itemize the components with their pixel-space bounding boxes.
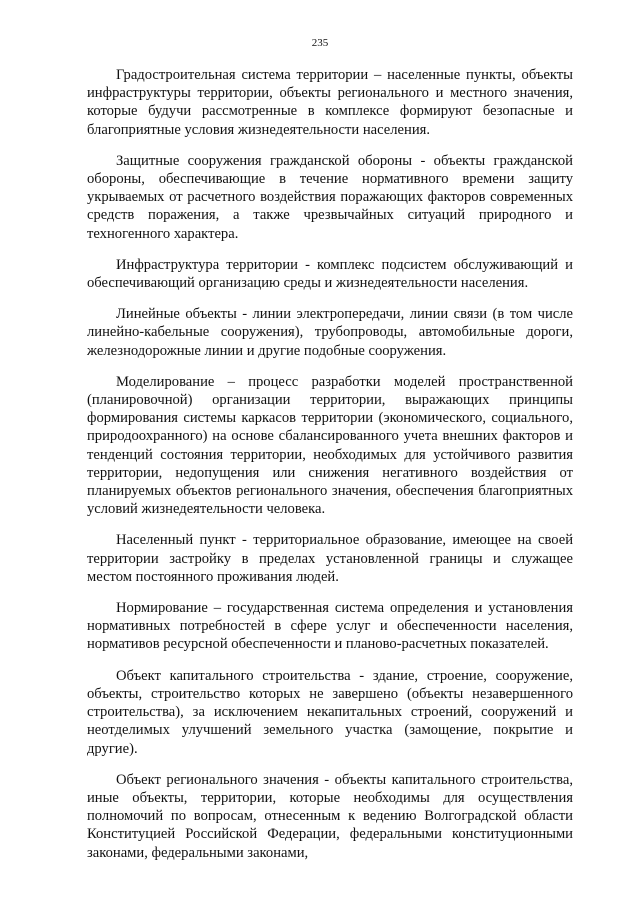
paragraph-urban-planning-system: Градостроительная система территории – населенные пункты, объекты инфраструктуры территории, объекты регионального и местного значения, которые будучи рассмотренные в комплексе формируют безопасные и благоприятные условия жизнедеятельности населения.: [87, 67, 573, 138]
paragraph-settlement: Населенный пункт - территориальное образование, имеющее на своей территории застройку в пределах установленной границы и служащее местом постоянного проживания людей.: [87, 532, 573, 585]
paragraph-modeling: Моделирование – процесс разработки моделей пространственной (планировочной) организации территории, выражающих принципы формирования системы каркасов территории (экономического, социального, природоохранного) на основе сбалансированного учета внешних факторов и тенденций состояния территории, необходимых для устойчивого развития территории, недопущения или снижения негативного воздействия от планируемых объектов регионального значения, обеспечения благоприятных условий жизнедеятельности человека.: [87, 373, 573, 518]
paragraph-standardization: Нормирование – государственная система определения и установления нормативных потребностей в сфере услуг и обеспеченности населения, нормативов ресурсной обеспеченности и планово-расчетных показателей.: [87, 600, 573, 653]
paragraph-regional-significance-object: Объект регионального значения - объекты капитального строительства, иные объекты, территории, которые необходимы для осуществления полномочий по вопросам, отнесенным к ведению Волгоградской области Конституцией Российской Федерации, федеральными конституционными законами, федеральными законами,: [87, 771, 573, 861]
paragraph-territory-infrastructure: Инфраструктура территории - комплекс подсистем обслуживающий и обеспечивающий организацию среды и жизнедеятельности населения.: [87, 256, 573, 292]
paragraph-civil-defense-structures: Защитные сооружения гражданской обороны - объекты гражданской обороны, обеспечивающие в течение нормативного времени защиту укрываемых от расчетного воздействия поражающих факторов современных средств поражения, а также чрезвычайных ситуаций природного и техногенного характера.: [87, 152, 573, 242]
paragraph-capital-construction-object: Объект капитального строительства - здание, строение, сооружение, объекты, строительство которых не завершено (объекты незавершенного строительства), за исключением некапитальных строений, сооружений и неотделимых улучшений земельного участка (замощение, покрытие и другие).: [87, 667, 573, 757]
page-number: 235: [311, 37, 329, 49]
document-body: [87, 66, 573, 875]
paragraph-linear-objects: Линейные объекты - линии электропередачи, линии связи (в том числе линейно-кабельные сооружения), трубопроводы, автомобильные дороги, железнодорожные линии и другие подобные сооружения.: [87, 306, 573, 359]
